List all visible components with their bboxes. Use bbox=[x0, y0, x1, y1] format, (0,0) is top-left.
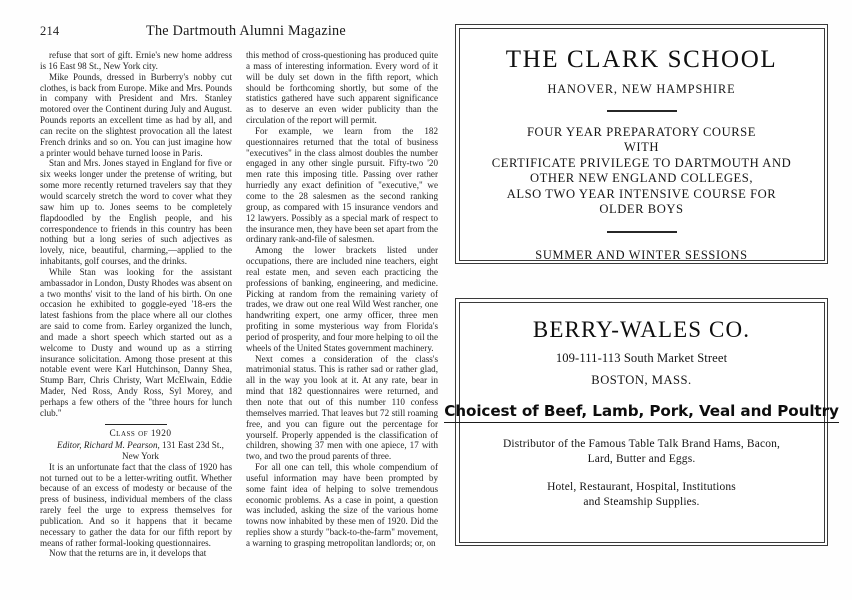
ad-berry-dist-line-1: Distributor of the Famous Table Talk Brand Hams, Bacon, bbox=[502, 437, 781, 450]
paragraph: Now that the returns are in, it develops that bbox=[49, 548, 207, 559]
ad-berry-distributor-text bbox=[503, 437, 780, 467]
class-editor-city: New York bbox=[122, 450, 159, 461]
ad-clark-line-3: CERTIFICATE PRIVILEGE TO DARTMOUTH AND bbox=[491, 155, 792, 170]
ad-berry-hotel-line-1: Hotel, Restaurant, Hospital, Institutions bbox=[547, 480, 736, 493]
ad-berry-supplies-text bbox=[547, 480, 736, 510]
page-number: 214 bbox=[40, 24, 60, 38]
paragraph: While Stan was looking for the assistant ambassador in London, Dusty Rhodes was absent on a two months' visit to the land of his birth. On one occasion he exhibited to goggle-eyed '18-ers the latest fashions from the place where all our clothes are said to come from. Earley organized the lunch, and made a short speech which started out as a welcome to Dusty and wound up as a stirring insurance solicitation. Among those present at this notable event were Karl Hutchinson, Danny Shea, Stump Barr, Chris Christy, Wart McElwain, Eddie Mader, Ned Ross, Andy Ross, Syl Morey, and perhaps a few others of the "three hours for lunch club." bbox=[40, 266, 232, 418]
ad-clark-course-text bbox=[492, 125, 791, 219]
class-heading: Class of 1920 bbox=[109, 429, 172, 440]
ad-clark-divider-bottom bbox=[607, 231, 677, 233]
editor-address: , 131 East 23d St., bbox=[157, 440, 224, 451]
ad-berry-city: BOSTON, MASS. bbox=[591, 372, 692, 387]
ad-clark-line-6: OLDER BOYS bbox=[599, 202, 684, 217]
column-left bbox=[40, 50, 232, 559]
page-title: The Dartmouth Alumni Magazine bbox=[146, 23, 346, 39]
paragraph: Next comes a consideration of the class's matrimonial status. This is rather sad or rather glad, all in the way you look at it. At any rate, bear in mind that 182 questionnaires were returned, and then note that out of this number 110 confess themselves married. That leaves but 72 still roaming free, and you can figure out the percentage for yourself. Properly appended is the classification of children, showing 37 men with one apiece, 17 with two, and two the proud parents of three. bbox=[246, 353, 438, 462]
ad-berry-title: BERRY-WALES CO. bbox=[532, 316, 751, 342]
ad-clark-line-4: OTHER NEW ENGLAND COLLEGES, bbox=[529, 171, 754, 186]
paragraph: For example, we learn from the 182 questionnaires returned that the total of business "executives" in the class almost doubles the number engaged in any other single pursuit. Fifty-two '20 men rate this imposing title. Passing over rather hurriedly any exact definition of "executive," we come to the 28 salesmen as the second ranking group, as compared with 15 insurance vendors and 12 lawyers. Possibly as a special mark of respect to the insurance men, they have been set apart from the ordinary rank-and-file of salesmen. bbox=[246, 125, 438, 245]
ad-clark-school-inner bbox=[459, 28, 825, 261]
running-head bbox=[40, 24, 430, 42]
ad-berry-address: 109-111-113 South Market Street bbox=[555, 350, 728, 365]
ad-clark-line-2: WITH bbox=[623, 140, 660, 155]
ad-berry-hotel-line-2: and Steamship Supplies. bbox=[583, 495, 700, 508]
ad-clark-line-1: FOUR YEAR PREPARATORY COURSE bbox=[527, 124, 756, 139]
paragraph: For all one can tell, this whole compendium of useful information may have been prompted by some faint idea of helping to solve tremendous economic problems. As a case in point, a question was included, asking the size of the various home towns now inhabited by these men of 1920. Did the replies show a sturdy "back-to-the-farm" movement, a warning to grasping metropolitan landlords; or, on bbox=[246, 462, 438, 548]
ad-clark-divider-top bbox=[607, 110, 677, 112]
class-editor-line bbox=[40, 440, 232, 451]
section-divider bbox=[105, 424, 167, 425]
advertisements-area bbox=[444, 0, 840, 600]
paragraph: Mike Pounds, dressed in Burberry's nobby cut clothes, is back from Europe. Mike and Mrs. Pounds in company with President and Mrs. Stanley motored over the Continent during July and August. Pounds reports an excellent time as had by all, and can recite on the slightest provocation all the latest French drinks and so on. You can just imagine how a printer would behave turned loose in Paris. bbox=[40, 71, 232, 158]
paragraph: refuse that sort of gift. Ernie's new home address is 16 East 98 St., New York city. bbox=[40, 50, 232, 71]
ad-clark-title: THE CLARK SCHOOL bbox=[505, 45, 778, 73]
ad-berry-wales-inner bbox=[444, 302, 839, 543]
ad-clark-location: HANOVER, NEW HAMPSHIRE bbox=[547, 81, 736, 96]
ad-clark-school[interactable] bbox=[455, 24, 828, 264]
paragraph: Stan and Mrs. Jones stayed in England for five or six weeks longer under the pretense of writing, but some more recently returned travelers say that they would scarcely stretch the word to cover what they saw him up to. Jones seems to be completely flapdoodled by the English people, and his correspondence to friends in this country has been nothing but a long series of such adjectives as lovely, nice, beautiful, charming,—applied to the inhabitants, golf courses, and the drinks. bbox=[40, 158, 232, 267]
paragraph: It is an unfortunate fact that the class of 1920 has not turned out to be a letter-writing outfit. Whether because of an excess of modesty or because of the press of business, individual members of the class rarely feel the urge to express themselves for publication. And so it happens that it became necessary to gather the data for our fifth report by means of rather formal-looking questionnaires. bbox=[40, 461, 232, 548]
ad-clark-line-5: ALSO TWO YEAR INTENSIVE COURSE FOR bbox=[506, 186, 777, 201]
ad-berry-dist-line-2: Lard, Butter and Eggs. bbox=[587, 452, 696, 465]
column-right bbox=[246, 50, 438, 550]
editor-name: Editor, Richard M. Pearson bbox=[57, 440, 158, 451]
two-column-body bbox=[40, 50, 438, 559]
paragraph: this method of cross-questioning has produced quite a mass of interesting information. Every word of it will be duly set down in the fifth report, which should be forthcoming shortly, but some of the statistics gathered have such apparent significance as to deserve an even wider publicity than the circulation of the report will permit. bbox=[246, 50, 438, 126]
ad-berry-headline: Choicest of Beef, Lamb, Pork, Veal and Poultry bbox=[444, 402, 839, 423]
ad-clark-sessions: SUMMER AND WINTER SESSIONS bbox=[535, 248, 748, 263]
ad-berry-wales[interactable] bbox=[444, 298, 839, 546]
paragraph: Among the lower brackets listed under occupations, there are included nine teachers, eight real estate men, and seven each practicing the professions of banking, engineering, and medicine. Picking at random from the remaining variety of trades, we draw out one real Wild West rancher, one handwriting expert, one army officer, three men profiting in some mysterious way from Florida's period of prosperity, and four more helping to oil the wheels of the United States government machinery. bbox=[246, 245, 438, 353]
